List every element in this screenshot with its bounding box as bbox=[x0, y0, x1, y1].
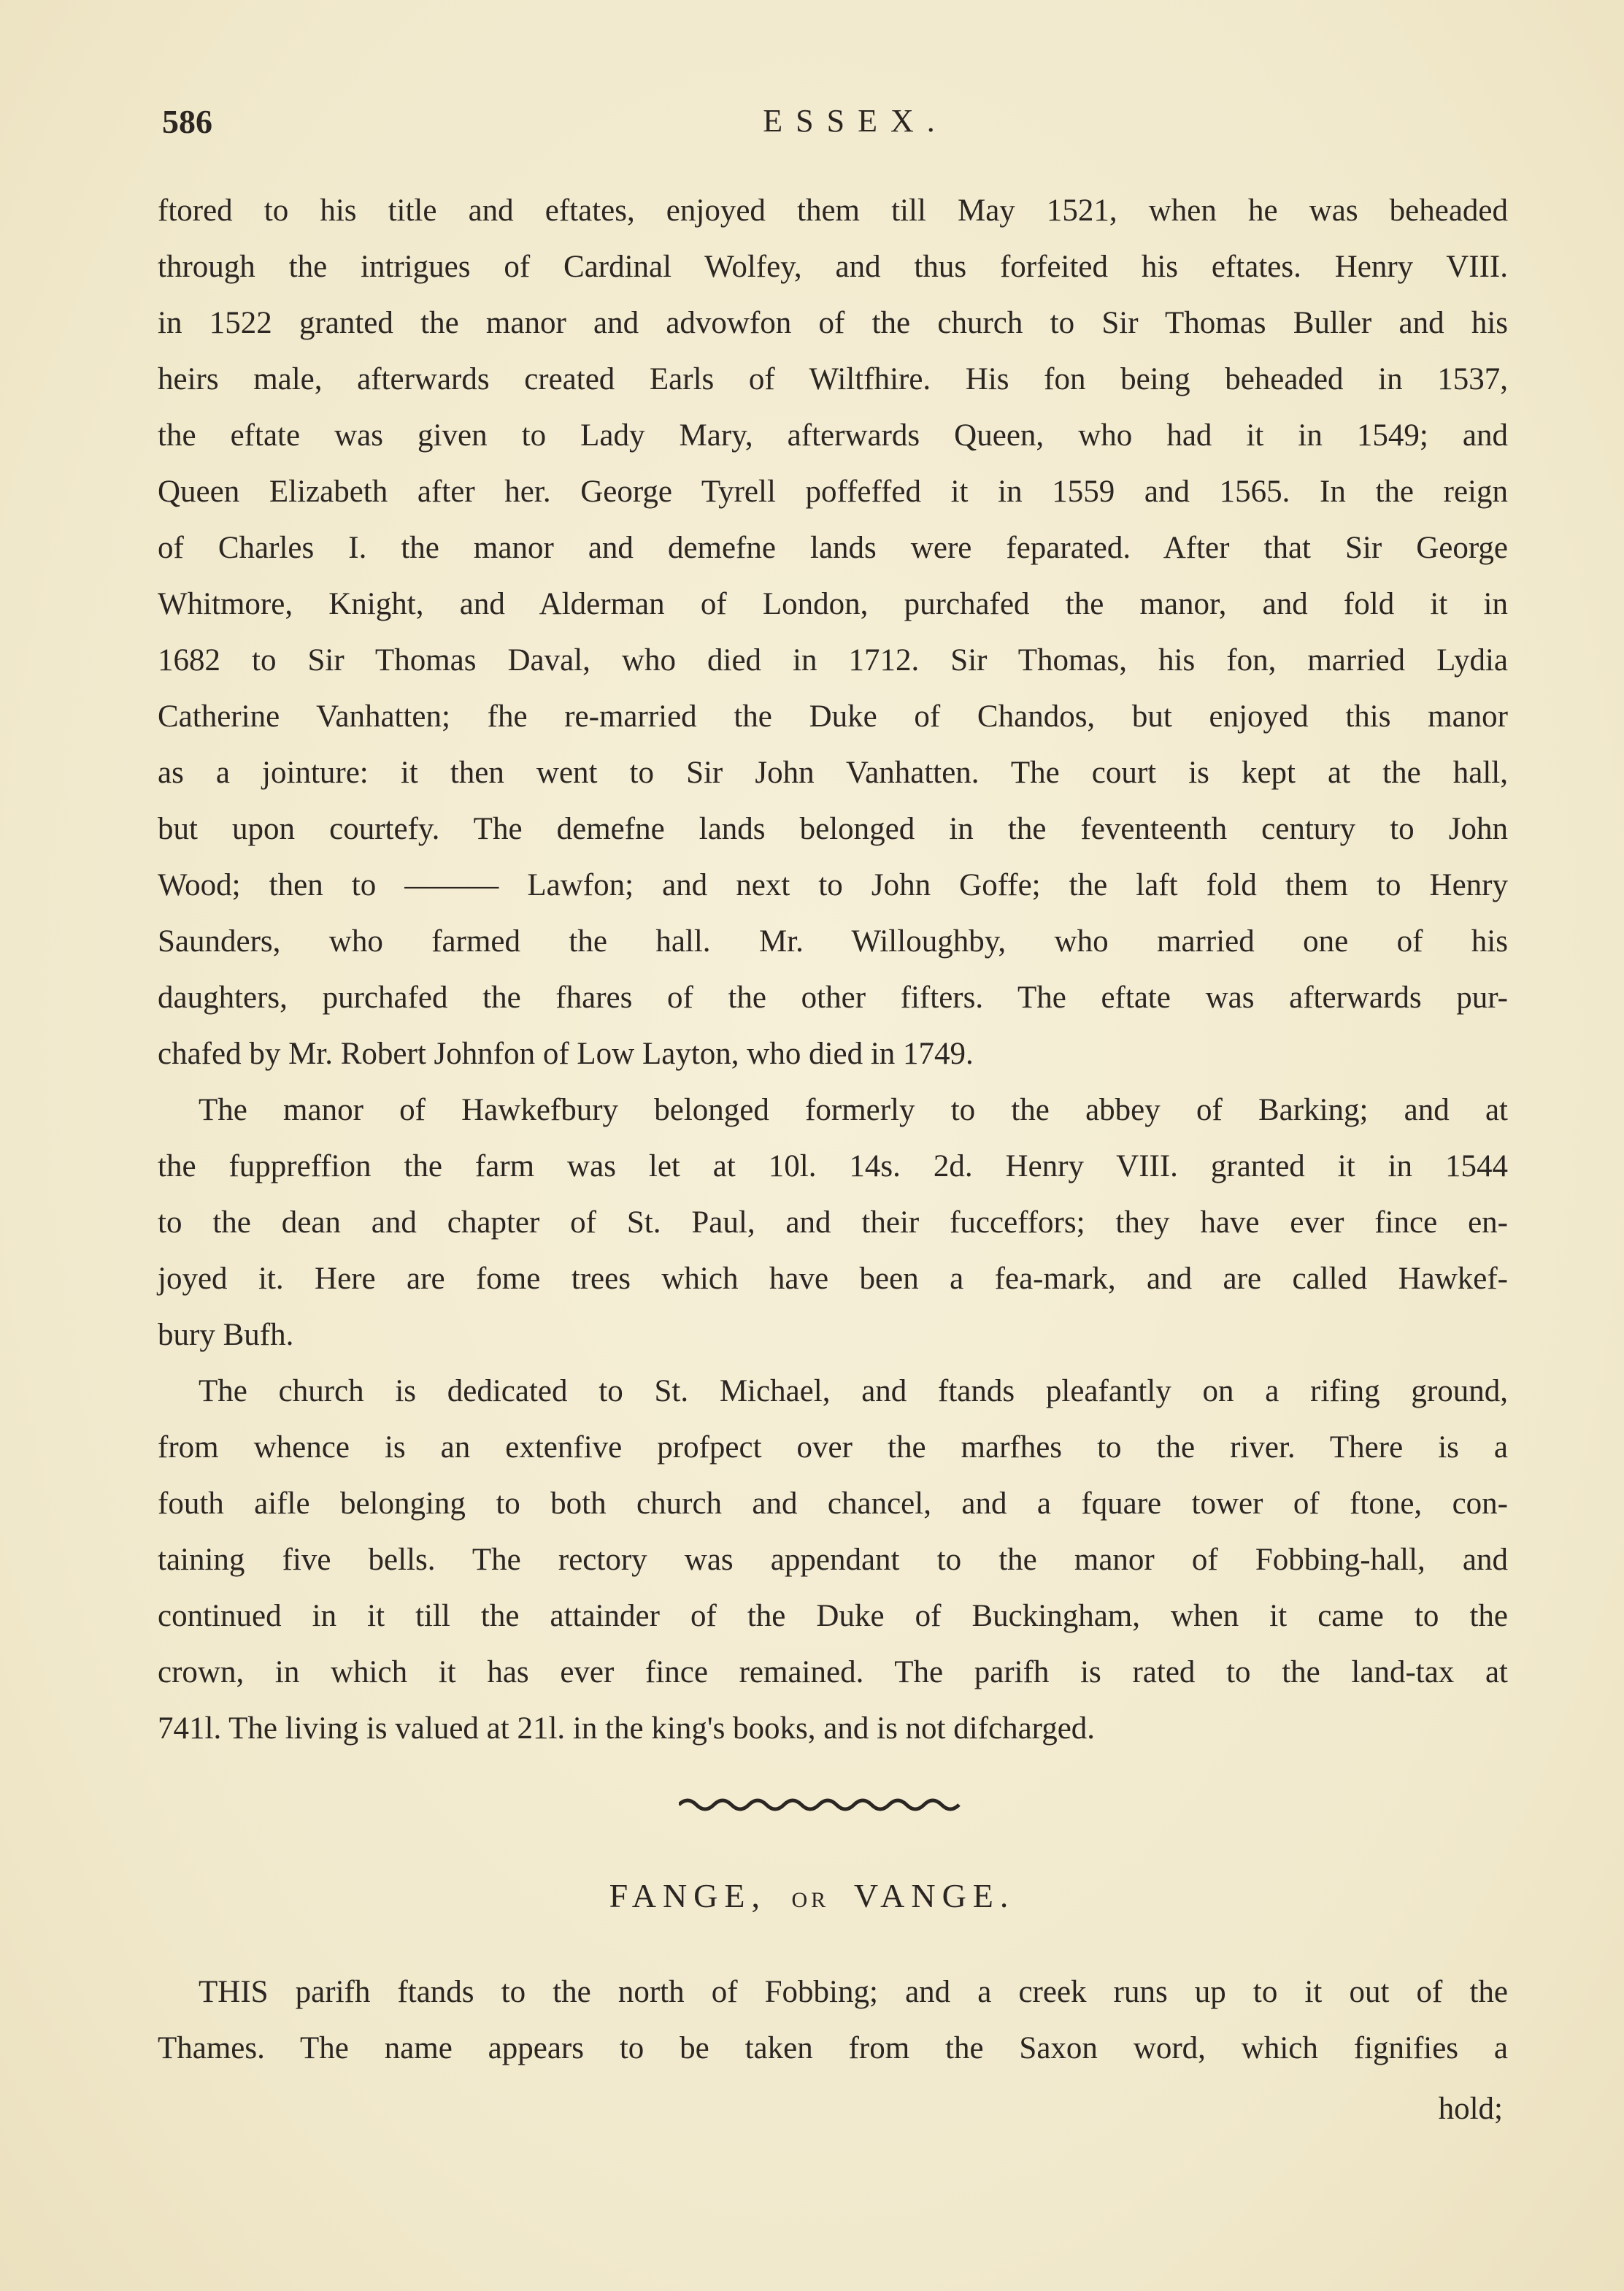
text-line: Saunders, who farmed the hall. Mr. Willoughby, who married one of his bbox=[158, 924, 1508, 959]
page-header bbox=[162, 102, 1505, 153]
text-line: joyed it. Here are fome trees which have been a fea-mark, and are called Hawkef- bbox=[158, 1262, 1508, 1296]
section-title-alt: VANGE. bbox=[853, 1877, 1015, 1914]
text-line: the eftate was given to Lady Mary, afterwards Queen, who had it in 1549; and bbox=[158, 418, 1508, 453]
text-line: in 1522 granted the manor and advowfon of the church to Sir Thomas Buller and his bbox=[158, 306, 1508, 340]
paragraph-start-line: The manor of Hawkefbury belonged formerly to the abbey of Barking; and at bbox=[199, 1093, 1508, 1127]
text-line: continued in it till the attainder of the Duke of Buckingham, when it came to the bbox=[158, 1599, 1508, 1633]
text-line: 1682 to Sir Thomas Daval, who died in 1712. Sir Thomas, his fon, married Lydia bbox=[158, 643, 1508, 678]
section-text bbox=[158, 1964, 1508, 2076]
text-line: taining five bells. The rectory was appendant to the manor of Fobbing-hall, and bbox=[158, 1543, 1508, 1577]
section-divider-ornament bbox=[679, 1795, 978, 1812]
text-line: ftored to his title and eftates, enjoyed them till May 1521, when he was beheaded bbox=[158, 193, 1508, 228]
running-head: ESSEX. bbox=[763, 103, 948, 139]
text-line: Catherine Vanhatten; fhe re-married the Duke of Chandos, but enjoyed this manor bbox=[158, 699, 1508, 734]
text-line: bury Bufh. bbox=[158, 1318, 294, 1352]
text-line: daughters, purchafed the fhares of the other fifters. The eftate was afterwards pur- bbox=[158, 981, 1508, 1015]
section-title-or: OR bbox=[791, 1888, 830, 1912]
page-number: 586 bbox=[162, 103, 212, 140]
text-line: crown, in which it has ever fince remained. The parifh is rated to the land-tax at bbox=[158, 1655, 1508, 1689]
text-line: the fuppreffion the farm was let at 10l. 14s. 2d. Henry VIII. granted it in 1544 bbox=[158, 1149, 1508, 1183]
paragraph-start-line: The church is dedicated to St. Michael, and ftands pleafantly on a rifing ground, bbox=[199, 1374, 1508, 1408]
text-line: Wood; then to ——— Lawfon; and next to John Goffe; the laft fold them to Henry bbox=[158, 868, 1508, 902]
text-line: fouth aifle belonging to both church and chancel, and a fquare tower of ftone, con- bbox=[158, 1486, 1508, 1521]
section-title bbox=[0, 1876, 1624, 1915]
text-line: heirs male, afterwards created Earls of Wiltfhire. His fon being beheaded in 1537, bbox=[158, 362, 1508, 396]
text-line: Queen Elizabeth after her. George Tyrell poffeffed it in 1559 and 1565. In the reign bbox=[158, 475, 1508, 509]
text-line: through the intrigues of Cardinal Wolfey, and thus forfeited his eftates. Henry VIII. bbox=[158, 250, 1508, 284]
text-line: Thames. The name appears to be taken from the Saxon word, which fignifies a bbox=[158, 2031, 1508, 2065]
text-line: 741l. The living is valued at 21l. in the king's books, and is not difcharged. bbox=[158, 1711, 1096, 1746]
text-line: but upon courtefy. The demefne lands belonged in the feventeenth century to John bbox=[158, 812, 1508, 846]
text-line: as a jointure: it then went to Sir John Vanhatten. The court is kept at the hall, bbox=[158, 756, 1508, 790]
catchword: hold; bbox=[1438, 2092, 1503, 2126]
text-line: of Charles I. the manor and demefne lands were feparated. After that Sir George bbox=[158, 531, 1508, 565]
text-line: from whence is an extenfive profpect over the marfhes to the river. There is a bbox=[158, 1430, 1508, 1465]
text-line: chafed by Mr. Robert Johnfon of Low Layton, who died in 1749. bbox=[158, 1037, 974, 1071]
main-text bbox=[158, 183, 1508, 1757]
text-line: Whitmore, Knight, and Alderman of London, purchafed the manor, and fold it in bbox=[158, 587, 1508, 621]
text-line: to the dean and chapter of St. Paul, and their fucceffors; they have ever fince en- bbox=[158, 1205, 1508, 1240]
section-title-main: FANGE, bbox=[609, 1877, 766, 1914]
paragraph-start-line: THIS parifh ftands to the north of Fobbing; and a creek runs up to it out of the bbox=[199, 1975, 1508, 2009]
